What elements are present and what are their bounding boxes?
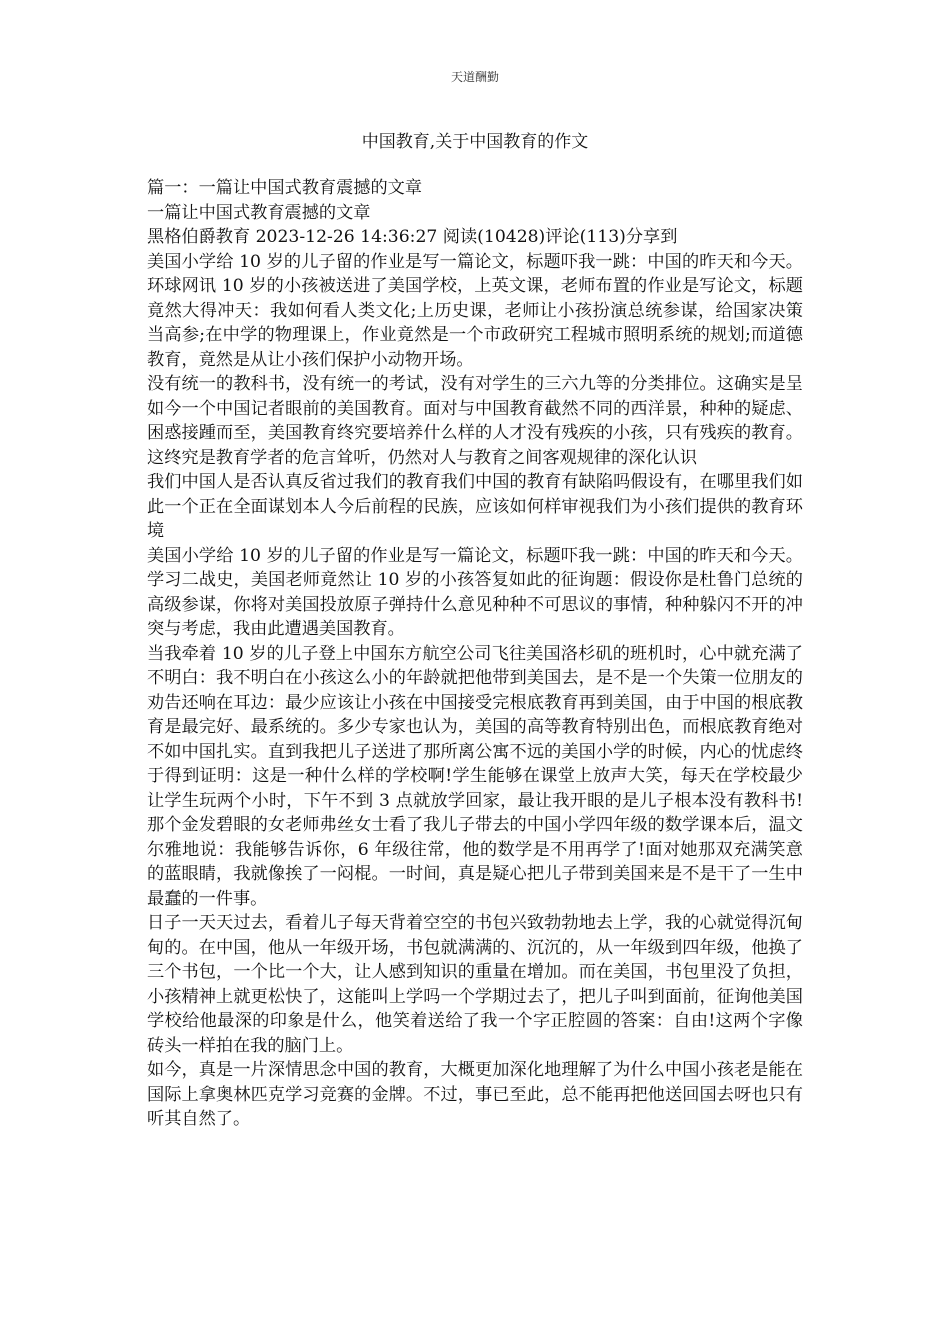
- section-heading: 篇一：一篇让中国式教育震撼的文章: [147, 178, 423, 198]
- header-note: 天道酬勤: [450, 70, 499, 84]
- paragraph: 当我牵着 10 岁的儿子登上中国东方航空公司飞往美国洛杉矶的班机时，心中就充满了不明白：我不明白在小孩这么小的年龄就把他带到美国去，是不是一个失策一位朋友的劝告还响在耳边：最少应该让小孩在中国接受完根底教育再到美国，由于中国的根底教育是最完好、最系统的。多少专家也认为，美国的高等教育特别出色，而根底教育绝对不如中国扎实。直到我把儿子送进了那所离公寓不远的美国小学的时候，内心的忧虑终于得到证明：这是一种什么样的学校啊!学生能够在课堂上放声大笑，每天在学校最少让学生玩两个小时，下午不到 3 点就放学回家，最让我开眼的是儿子根本没有教科书!那个金发碧眼的女老师弗丝女士看了我儿子带去的中国小学四年级的数学课本后，温文尔雅地说：我能够告诉你，6 年级往常，他的数学是不用再学了!面对她那双充满笑意的蓝眼睛，我就像挨了一闷棍。一时间，真是疑心把儿子带到美国来是不是干了一生中最蠢的一件事。: [147, 643, 803, 909]
- article-meta: 黑格伯爵教育 2023-12-26 14:36:27 阅读(10428)评论(113)分享到: [147, 227, 678, 247]
- paragraph: 我们中国人是否认真反省过我们的教育我们中国的教育有缺陷吗假设有，在哪里我们如此一个正在全面谋划本人今后前程的民族，应该如何样审视我们为小孩们提供的教育环境: [147, 472, 803, 541]
- paragraph: 没有统一的教科书，没有统一的考试，没有对学生的三六九等的分类排位。这确实是呈如今一个中国记者眼前的美国教育。面对与中国教育截然不同的西洋景，种种的疑虑、困惑接踵而至，美国教育终究要培养什么样的人才没有残疾的小孩，只有残疾的教育。这终究是教育学者的危言耸听，仍然对人与教育之间客观规律的深化认识: [147, 374, 803, 468]
- document-body: [147, 176, 803, 1132]
- document-title: 中国教育,关于中国教育的作文: [361, 132, 589, 152]
- article-title: 一篇让中国式教育震撼的文章: [147, 202, 371, 223]
- paragraph: 如今，真是一片深情思念中国的教育，大概更加深化地理解了为什么中国小孩老是能在国际上拿奥林匹克学习竞赛的金牌。不过，事已至此，总不能再把他送回国去呀也只有听其自然了。: [147, 1060, 803, 1129]
- paragraph: 日子一天天过去，看着儿子每天背着空空的书包兴致勃勃地去上学，我的心就觉得沉甸甸的。在中国，他从一年级开场，书包就满满的、沉沉的，从一年级到四年级，他换了三个书包，一个比一个大，让人感到知识的重量在增加。而在美国，书包里没了负担，小孩精神上就更松快了，这能叫上学吗一个学期过去了，把儿子叫到面前，征询他美国学校给他最深的印象是什么，他笑着送给了我一个字正腔圆的答案：自由!这两个字像砖头一样拍在我的脑门上。: [147, 913, 803, 1056]
- paragraph: 美国小学给 10 岁的儿子留的作业是写一篇论文，标题吓我一跳：中国的昨天和今天。学习二战史，美国老师竟然让 10 岁的小孩答复如此的征询题：假设你是杜鲁门总统的高级参谋，你将对美国投放原子弹持什么意见种种不可思议的事情，种种躲闪不开的冲突与考虑，我由此遭遇美国教育。: [147, 545, 803, 639]
- paragraph: 美国小学给 10 岁的儿子留的作业是写一篇论文，标题吓我一跳：中国的昨天和今天。环球网讯 10 岁的小孩被送进了美国学校，上英文课，老师布置的作业是写论文，标题竟然大得冲天：我如何看人类文化;上历史课，老师让小孩扮演总统参谋，给国家决策当高参;在中学的物理课上，作业竟然是一个市政研究工程城市照明系统的规划;而道德教育，竟然是从让小孩们保护小动物开场。: [147, 251, 803, 370]
